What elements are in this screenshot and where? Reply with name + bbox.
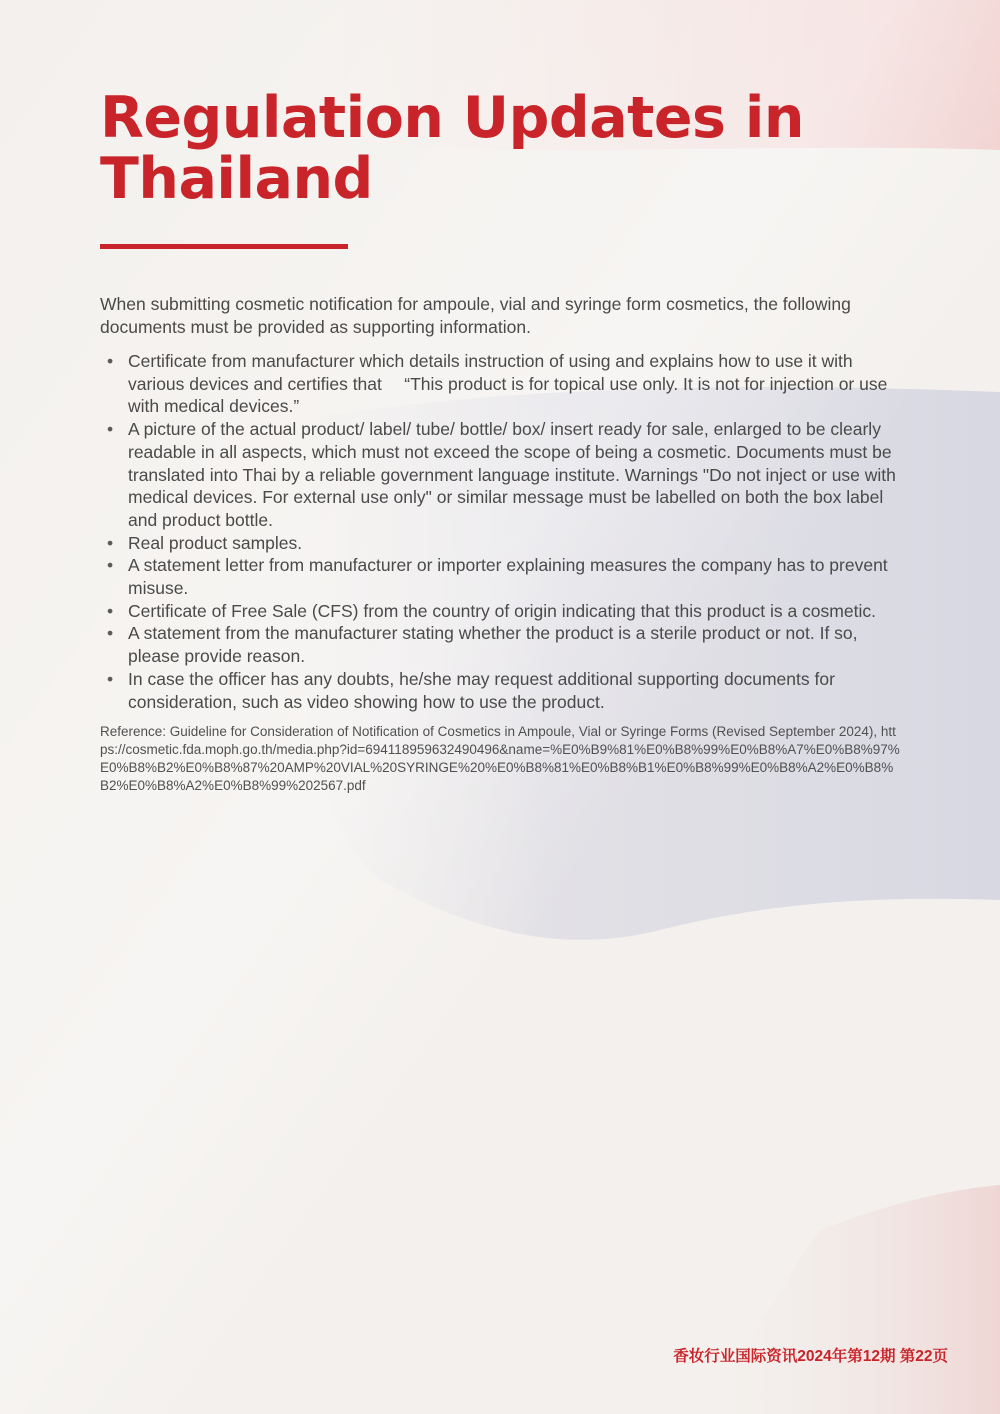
reference-note: Reference: Guideline for Consideration of Notification of Cosmetics in Ampoule, Vial or Syringe Forms (Revised September 2024), https://cosmetic.fda.moph.go.th/media.php?id=694118959632490496&name=%E0%B9%81%E0%B8%99%E0%B8%A7%E0%B8%97%E0%B8%B2%E0%B8%87%20AMP%20VIAL%20SYRINGE%20%E0%B8%81%E0%B8%B1%E0%B8%99%E0%B8%A2%E0%B8%B2%E0%B8%A2%E0%B8%99%202567.pdf <box>100 724 900 794</box>
bullet-icon: • <box>107 419 114 440</box>
list-item-text: In case the officer has any doubts, he/she may request additional supporting documents for consideration, such as video showing how to use the product. <box>128 668 835 712</box>
list-item-text: A statement letter from manufacturer or importer explaining measures the company has to prevent misuse. <box>128 555 888 599</box>
article <box>100 85 900 795</box>
list-item <box>100 532 900 555</box>
title-underline <box>100 244 348 249</box>
list-item-text: A statement from the manufacturer stating whether the product is a sterile product or not. If so, please provide reason. <box>128 623 858 667</box>
list-item-text: Real product samples. <box>128 532 303 553</box>
list-item <box>100 350 900 418</box>
list-item <box>100 418 900 532</box>
list-item <box>100 622 900 667</box>
list-item-text: Certificate of Free Sale (CFS) from the country of origin indicating that this product is a cosmetic. <box>128 600 876 621</box>
list-item-text: Certificate from manufacturer which details instruction of using and explains how to use it with various devices and certifies that “This product is for topical use only. It is not for injection or use with medical devices.” <box>128 351 888 417</box>
intro-paragraph: When submitting cosmetic notification for ampoule, vial and syringe form cosmetics, the following documents must be provided as supporting information. <box>100 294 851 337</box>
list-item <box>100 554 900 599</box>
bullet-icon: • <box>107 600 114 621</box>
page-title: Regulation Updates in Thailand <box>100 85 804 212</box>
page-footer: 香妆行业国际资讯2024年第12期 第22页 <box>673 1348 948 1365</box>
bullet-icon: • <box>107 623 114 644</box>
bullet-icon: • <box>107 555 114 576</box>
list-item <box>100 600 900 623</box>
bullet-icon: • <box>107 668 114 689</box>
bullet-icon: • <box>107 351 114 371</box>
list-item-text: A picture of the actual product/ label/ tube/ bottle/ box/ insert ready for sale, enlarged to be clearly readable in all aspects, which must not exceed the scope of being a cosmetic. Documents must be translated into Thai by a reliable government language institute. Warnings "Do not inject or use with medical devices. For external use only" or similar message must be labelled on both the box label and product bottle. <box>128 419 896 530</box>
bullet-icon: • <box>107 532 114 553</box>
list-item <box>100 668 900 713</box>
requirements-list <box>100 350 900 713</box>
